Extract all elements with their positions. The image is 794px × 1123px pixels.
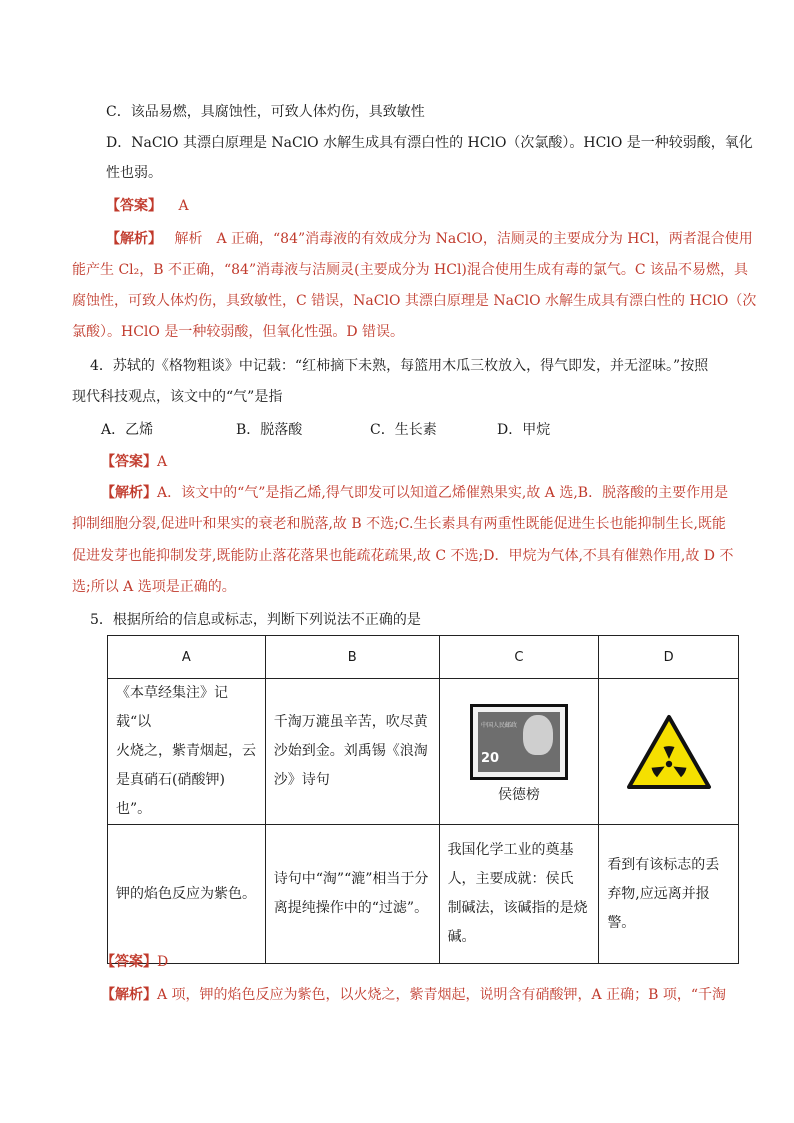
cell-line: 人，主要成就：侯氏: [447, 871, 574, 887]
question-4-line1: 4．苏轼的《格物粗谈》中记载：“红柿摘下未熟，每篮用木瓜三枚放入，得气即发，并无涩味。”按照: [90, 358, 709, 374]
cell-d-statement: [599, 825, 739, 964]
answer-5: [101, 952, 168, 972]
analysis-label: 【解析】: [101, 987, 157, 1003]
table-row: [108, 679, 739, 825]
analysis-4-line2: 抑制细胞分裂,促进叶和果实的衰老和脱落,故 B 不选;C.生长素具有两重性既能促进生长也能抑制生长,既能: [72, 516, 726, 532]
option-d-text-line2: 性也弱。: [106, 165, 162, 181]
answer-value: A: [157, 454, 168, 470]
stamp-value: 20: [480, 750, 500, 766]
cell-b-info: [265, 679, 439, 825]
cell-a-info: [108, 679, 266, 825]
cell-line: 火烧之，紫青烟起，云: [116, 743, 256, 759]
analysis-3-line3: 腐蚀性，可致人体灼伤，具致敏性，C 错误，NaClO 其漂白原理是 NaClO 水解生成具有漂白性的 HClO（次: [72, 293, 757, 309]
cell-line: 沙始到金。刘禹锡《浪淘: [273, 743, 428, 759]
analysis-4-line3: 促进发芽也能抑制发芽,既能防止落花落果也能疏花疏果,故 C 不选;D．甲烷为气体,不具有催熟作用,故 D 不: [72, 548, 734, 564]
analysis-text: 解析 A 正确，“84”消毒液的有效成分为 NaClO，洁厕灵的主要成分为 HCl，两者混合使用: [174, 231, 753, 247]
stamp-caption: 侯德榜: [497, 786, 540, 803]
hou-debang-stamp-image: [470, 704, 568, 780]
question-5-table: [107, 635, 739, 964]
table-header-b: B: [265, 636, 439, 679]
cell-line: 碱。: [447, 929, 476, 945]
cell-c-statement: [439, 825, 599, 964]
question-4-option-d: D．甲烷: [497, 422, 551, 438]
analysis-text: A．该文中的“气”是指乙烯,得气即发可以知道乙烯催熟果实,故 A 选,B．脱落酸的主要作用是: [157, 485, 729, 501]
cell-line: 钾的焰色反应为紫色。: [116, 885, 256, 902]
analysis-4-line1: [101, 483, 728, 503]
question-4-line2: 现代科技观点，该文中的“气”是指: [72, 389, 283, 405]
question-5: 5．根据所给的信息或标志，判断下列说法不正确的是: [90, 612, 421, 628]
answer-label: 【答案】: [106, 198, 162, 214]
cell-line: 离提纯操作中的“过滤”。: [273, 900, 429, 916]
cell-line: 弃物,应远离并报警。: [607, 885, 710, 931]
radiation-warning-icon: [626, 714, 712, 790]
answer-label: 【答案】: [101, 954, 157, 970]
analysis-3-line1: [106, 229, 753, 249]
cell-b-statement: [265, 825, 439, 964]
analysis-3-line4: 氯酸）。HClO 是一种较弱酸，但氧化性强。D 错误。: [72, 324, 404, 340]
analysis-label: 【解析】: [101, 485, 157, 501]
question-4-option-b: B．脱落酸: [236, 422, 303, 438]
question-4-option-c: C．生长素: [370, 422, 437, 438]
table-header-a: A: [108, 636, 266, 679]
option-c-text: C．该品易燃，具腐蚀性，可致人体灼伤，具致敏性: [106, 104, 425, 120]
answer-value: A: [178, 198, 189, 214]
answer-label: 【答案】: [101, 454, 157, 470]
cell-d-sign: [599, 679, 739, 825]
table-header-d: D: [599, 636, 739, 679]
analysis-5-line1: [101, 985, 726, 1005]
cell-line: 我国化学工业的奠基: [447, 842, 574, 858]
table-header-row: [108, 636, 739, 679]
cell-line: 是真硝石(硝酸钾)也”。: [116, 772, 225, 817]
cell-line: 千淘万漉虽辛苦，吹尽黄: [273, 714, 428, 730]
portrait-shape: [523, 715, 553, 755]
analysis-4-line4: 选;所以 A 选项是正确的。: [72, 579, 236, 595]
cell-line: 看到有该标志的丢: [607, 856, 720, 873]
cell-line: 制碱法，该碱指的是烧: [447, 900, 588, 916]
stamp-text: 中国人民邮政: [480, 721, 517, 729]
answer-3: [106, 196, 189, 216]
analysis-text: A 项，钾的焰色反应为紫色，以火烧之，紫青烟起，说明含有硝酸钾，A 正确；B 项，“千淘: [157, 987, 727, 1003]
analysis-3-line2: 能产生 Cl₂，B 不正确，“84”消毒液与洁厕灵(主要成分为 HCl)混合使用生成有毒的氯气。C 该品不易燃，具: [72, 262, 749, 278]
option-d-text-line1: D．NaClO 其漂白原理是 NaClO 水解生成具有漂白性的 HClO（次氯酸）。HClO 是一种较弱酸，氧化: [106, 135, 753, 151]
answer-value: D: [157, 954, 169, 970]
cell-c-stamp: [439, 679, 599, 825]
cell-line: 《本草经集注》记载“以: [116, 685, 228, 730]
question-4-option-a: A．乙烯: [101, 422, 154, 438]
answer-4: [101, 452, 167, 472]
cell-a-statement: [108, 825, 266, 964]
analysis-label: 【解析】: [106, 231, 162, 247]
cell-line: 沙》诗句: [273, 772, 330, 788]
cell-line: 诗句中“淘”“漉”相当于分: [273, 871, 429, 887]
table-header-c: C: [439, 636, 599, 679]
table-row: [108, 825, 739, 964]
